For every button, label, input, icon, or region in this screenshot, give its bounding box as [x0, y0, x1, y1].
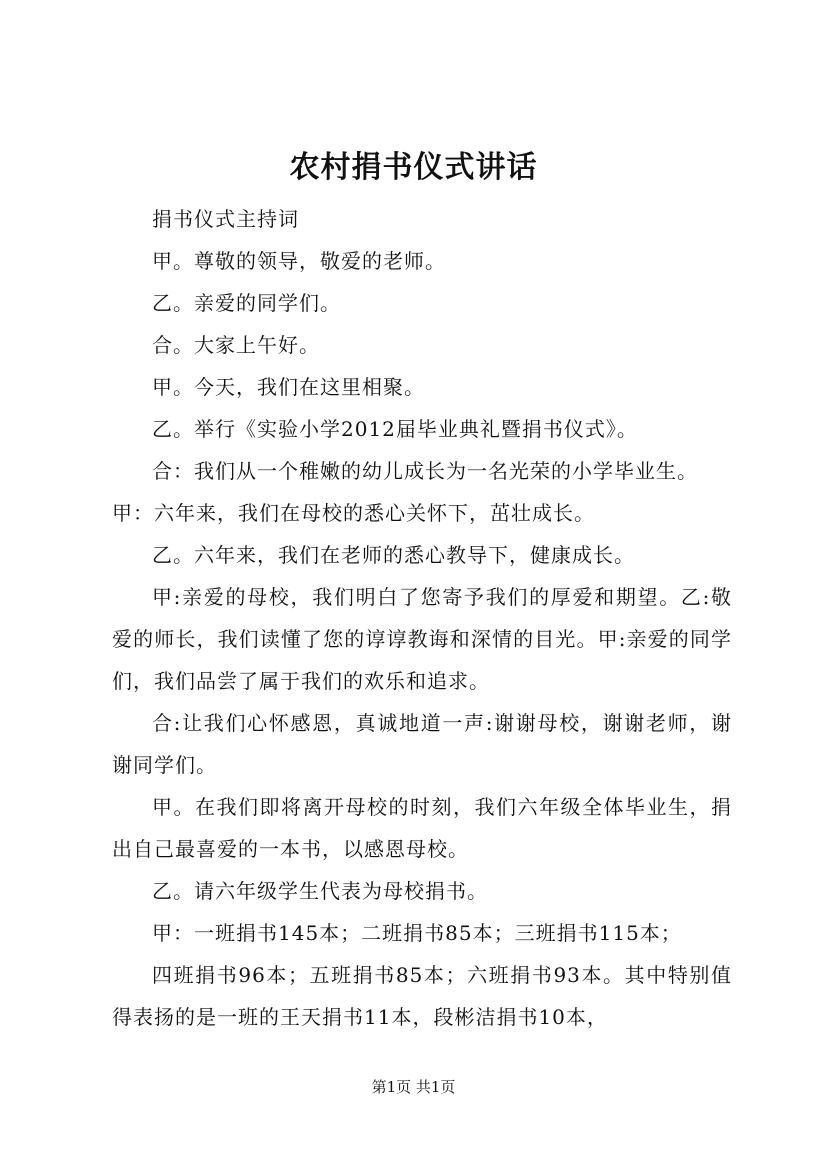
- paragraph: 甲：六年来，我们在母校的悉心关怀下，茁壮成长。: [112, 501, 595, 525]
- document-title: 农村捐书仪式讲话: [289, 150, 538, 185]
- paragraph: 捐书仪式主持词: [152, 207, 299, 231]
- paragraph: 合。大家上午好。: [152, 333, 320, 357]
- paragraph: 甲。尊敬的领导，敬爱的老师。: [152, 249, 446, 273]
- paragraph: 四班捐书96本；五班捐书85本；六班捐书93本。其中特别值得表扬的是一班的王天捐书11本，段彬洁捐书10本，: [112, 963, 732, 1029]
- paragraph: 合:让我们心怀感恩，真诚地道一声:谢谢母校，谢谢老师，谢谢同学们。: [112, 711, 732, 777]
- paragraph: 甲：一班捐书145本；二班捐书85本；三班捐书115本；: [152, 921, 682, 945]
- paragraph: 乙。请六年级学生代表为母校捐书。: [152, 879, 488, 903]
- paragraph: 甲。在我们即将离开母校的时刻，我们六年级全体毕业生，捐出自己最喜爱的一本书，以感恩母校。: [112, 795, 732, 861]
- paragraph: 乙。举行《实验小学2012届毕业典礼暨捐书仪式》。: [152, 417, 638, 441]
- page-footer: 第1页 共1页: [371, 1078, 456, 1096]
- paragraph: 乙。六年来，我们在老师的悉心教导下，健康成长。: [152, 543, 635, 567]
- paragraph: 合：我们从一个稚嫩的幼儿成长为一名光荣的小学毕业生。: [152, 459, 698, 483]
- paragraph: 乙。亲爱的同学们。: [152, 291, 341, 315]
- paragraph: 甲。今天，我们在这里相聚。: [152, 375, 425, 399]
- paragraph: 甲:亲爱的母校，我们明白了您寄予我们的厚爱和期望。乙:敬爱的师长，我们读懂了您的谆谆教诲和深情的目光。甲:亲爱的同学们，我们品尝了属于我们的欢乐和追求。: [112, 585, 732, 693]
- document-body: [112, 198, 732, 1038]
